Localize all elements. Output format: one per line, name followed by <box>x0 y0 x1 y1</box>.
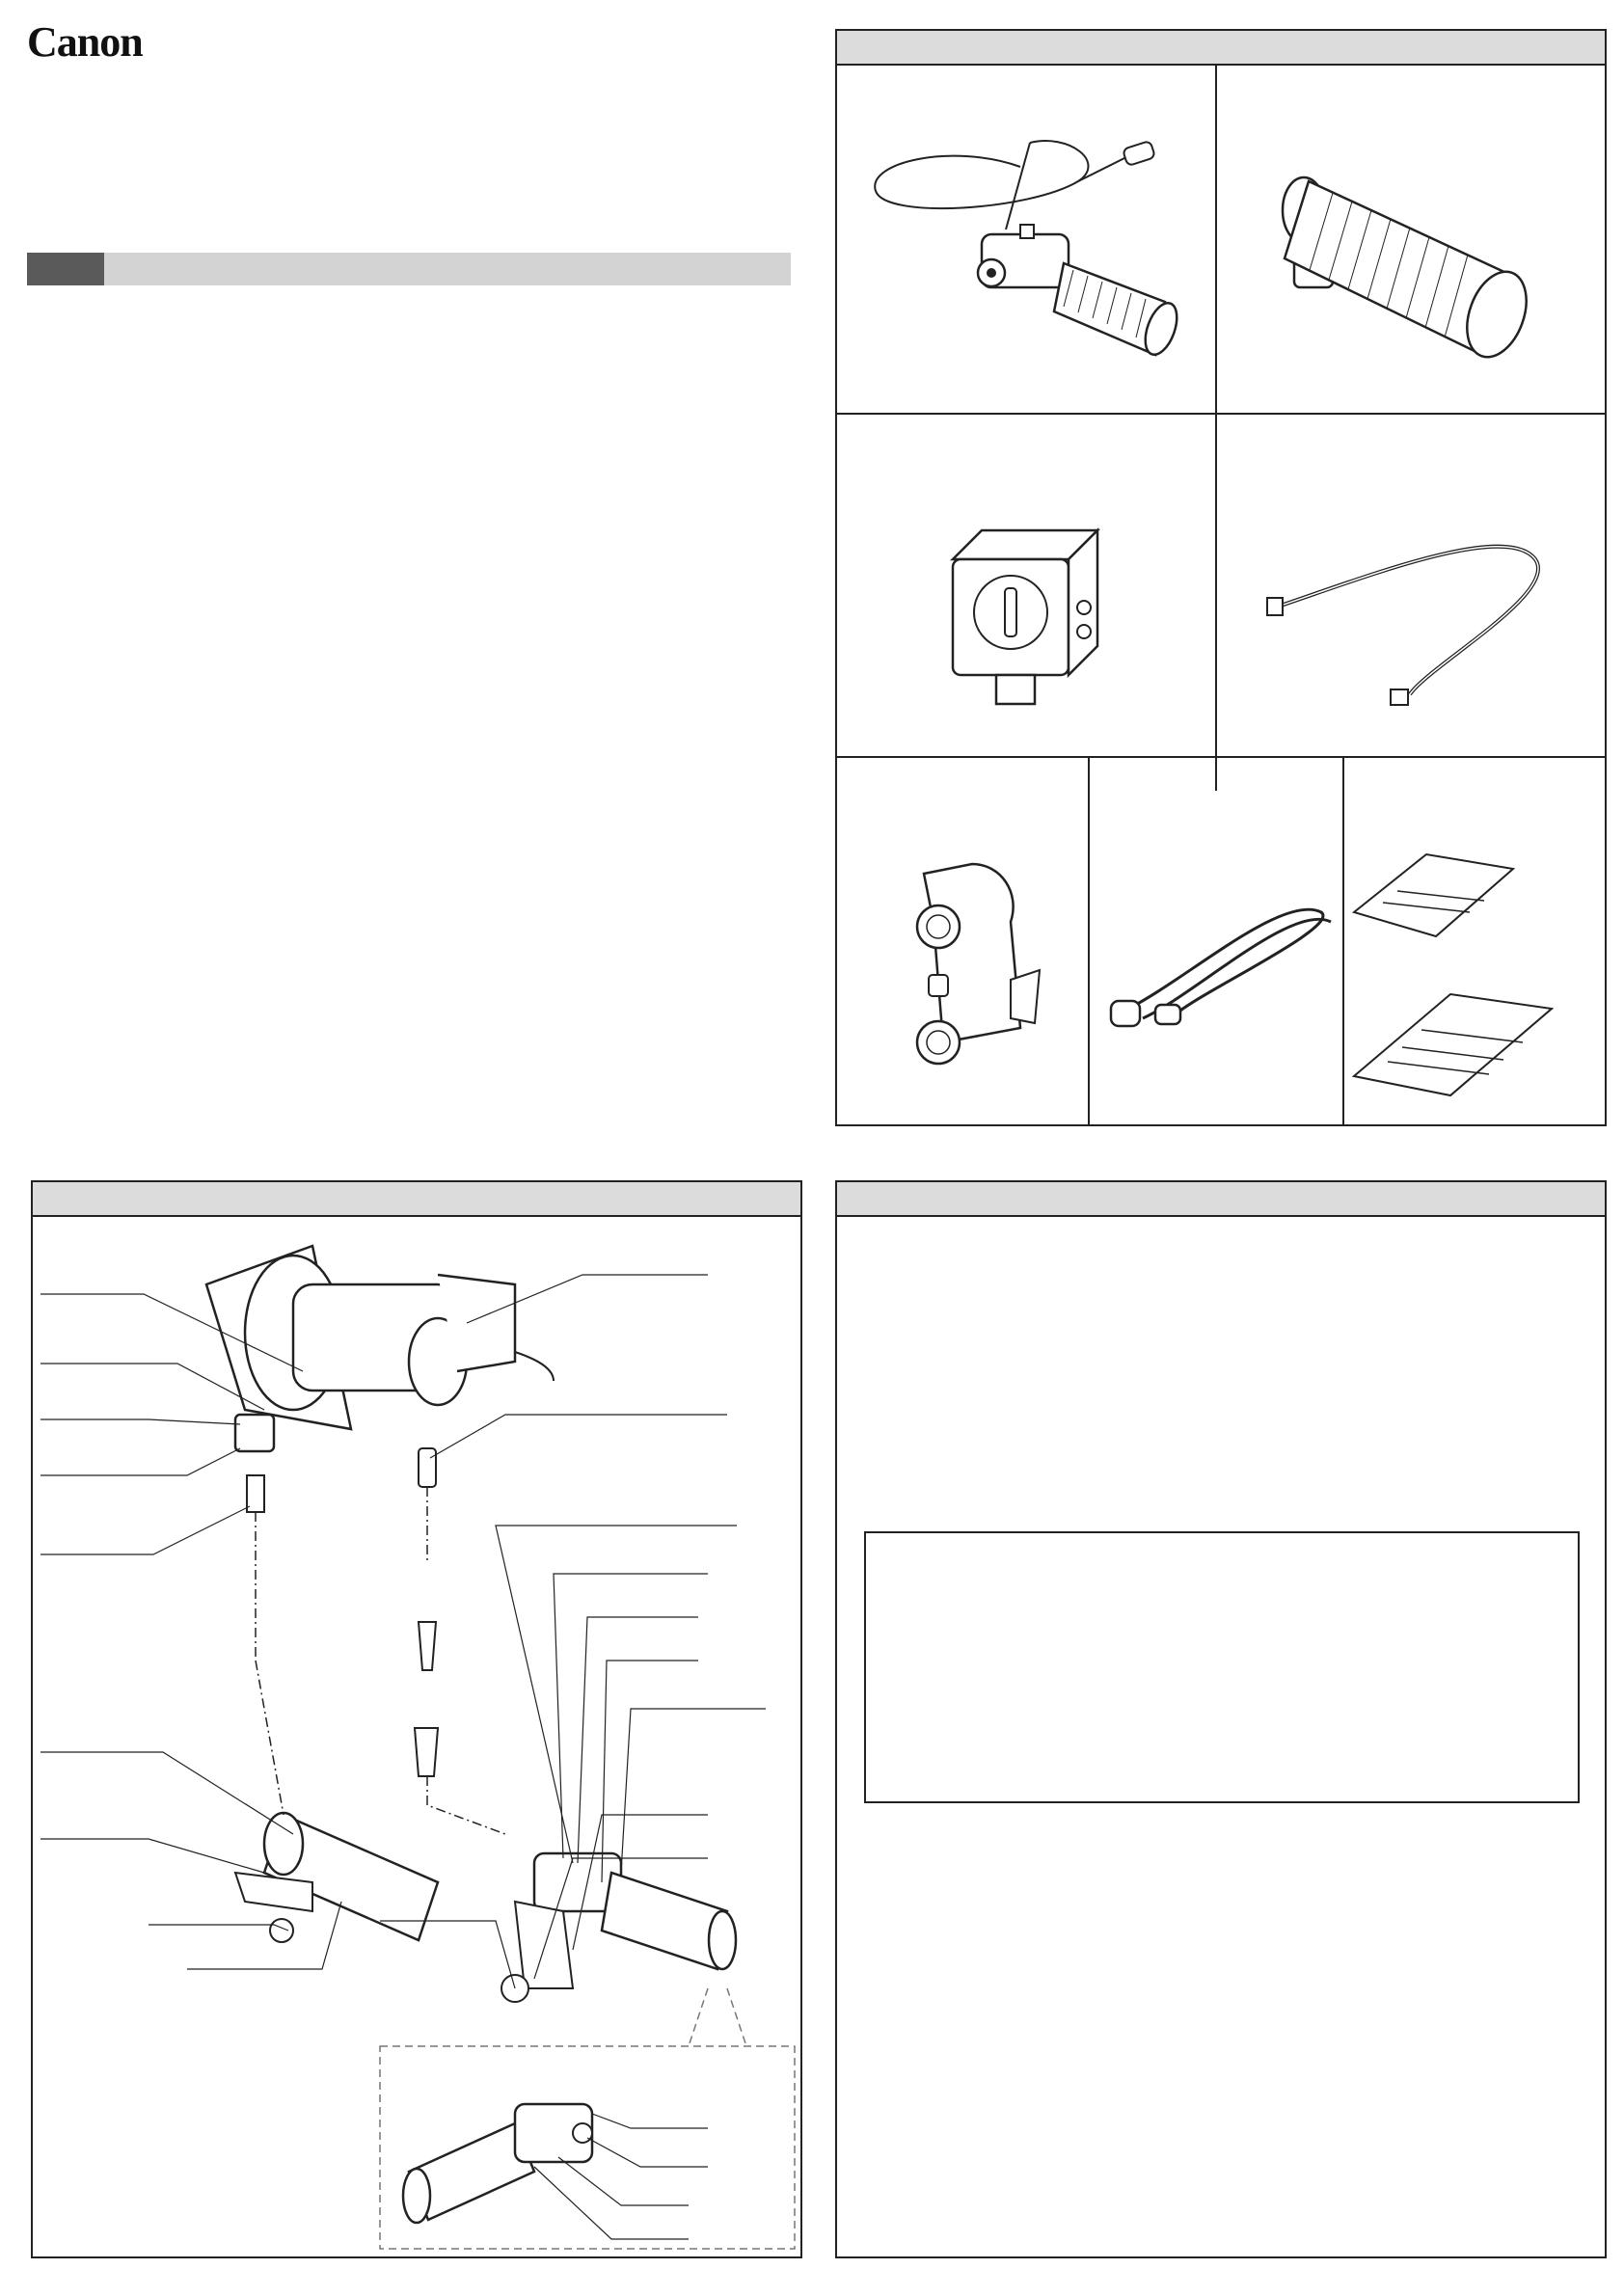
lens-assembly-diagram-icon <box>33 1217 800 2256</box>
assembly-panel <box>31 1180 802 2258</box>
accessory-zoom-cable <box>1090 758 1342 1124</box>
focus-module-icon <box>837 415 1215 756</box>
zoom-demand-grip-icon <box>837 66 1215 413</box>
flexible-cable-icon <box>1217 415 1605 756</box>
zoom-bracket-icon <box>837 758 1088 1124</box>
brand-logo: Canon <box>27 18 143 66</box>
notice-box <box>864 1531 1580 1803</box>
focus-demand-grip-icon <box>1217 66 1605 413</box>
title-bar-accent <box>27 253 104 285</box>
accessory-focus-module <box>837 415 1215 756</box>
assembly-panel-header <box>33 1182 800 1217</box>
notes-panel-header <box>837 1182 1605 1217</box>
zoom-cable-icon <box>1090 758 1342 1124</box>
document-title-bar <box>27 253 791 285</box>
accessory-bracket <box>837 758 1088 1124</box>
accessory-flexible-cable <box>1217 415 1605 756</box>
accessories-panel-header <box>837 31 1605 66</box>
instruction-sheets-icon <box>1344 758 1605 1124</box>
accessory-focus-demand <box>1217 66 1605 413</box>
accessory-zoom-demand <box>837 66 1215 413</box>
notes-panel <box>835 1180 1607 2258</box>
accessories-panel <box>835 29 1607 1126</box>
accessory-documents <box>1344 758 1605 1124</box>
